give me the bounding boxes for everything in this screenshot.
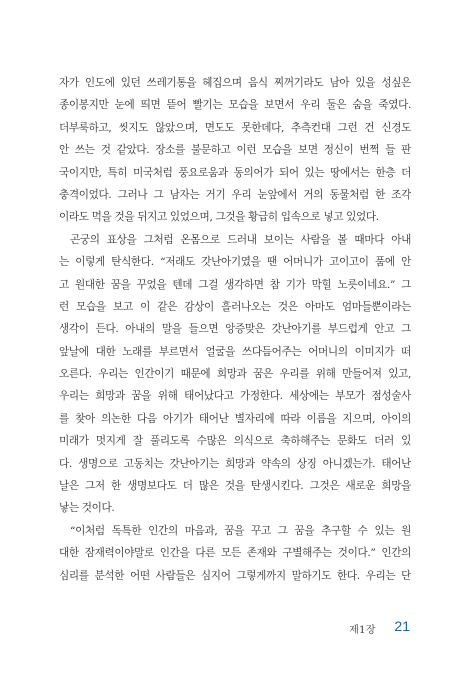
text-line: 더부룩하고, 씻지도 않았으며, 면도도 못한데다, 추측컨대 그런 건 신경도 — [59, 121, 411, 134]
text-line: 생각이 든다. 아내의 말을 들으면 앙증맞은 갓난아기를 부드럽게 안고 그 — [59, 323, 411, 336]
text-line: 미래가 멋지게 잘 풀리도록 수많은 의식으로 축하해주는 문화도 더러 있 — [59, 435, 411, 448]
body-text — [59, 72, 411, 587]
text-line: 런 모습을 보고 이 같은 감상이 흘러나오는 것은 아마도 엄마들뿐이라는 — [59, 300, 411, 313]
text-line: “이처럼 독특한 인간의 마음과, 꿈을 꾸고 그 꿈을 추구할 수 있는 원 — [70, 524, 411, 537]
paragraph — [59, 229, 411, 520]
text-line: 이라도 먹을 것을 뒤지고 있었으며, 그것을 황급히 입속으로 넣고 있었다. — [59, 211, 379, 224]
text-line: 우리는 희망과 꿈을 위해 태어났다고 가정한다. 세상에는 부모가 점성술사 — [59, 390, 411, 403]
text-line: 낳는 것이다. — [59, 502, 115, 515]
page-footer — [0, 619, 470, 639]
page-number: 21 — [394, 618, 410, 634]
text-line: 다. 생명으로 고동치는 갓난아기는 희망과 약속의 상징 아니겠는가. 태어난 — [59, 457, 411, 470]
text-line: 앞날에 대한 노래를 부르면서 얼굴을 쓰다듬어주는 어머니의 이미지가 떠 — [59, 345, 411, 358]
text-line: 를 찾아 의논한 다음 아기가 태어난 별자리에 따라 이름을 지으며, 아이의 — [59, 412, 411, 425]
text-line: 국이지만, 특히 미국처럼 풍요로움과 동의어가 되어 있는 땅에서는 한층 더 — [59, 166, 411, 179]
text-line: 대한 잠재력이야말로 인간을 다른 모든 존재와 구별해주는 것이다.” 인간의 — [59, 547, 411, 560]
text-line: 고 원대한 꿈을 꾸었을 텐데 그걸 생각하면 참 기가 막힐 노릇이네요.” 그 — [59, 278, 411, 291]
text-line: 오른다. 우리는 인간이기 때문에 희망과 꿈은 우리를 위해 만들어져 있고, — [59, 368, 411, 381]
text-line: 자가 인도에 있던 쓰레기통을 헤집으며 음식 찌꺼기라도 남아 있을 성싶은 — [59, 77, 411, 89]
paragraph — [59, 520, 411, 587]
text-line: 안 쓰는 것 같았다. 장소를 불문하고 이런 모습을 보면 정신이 번쩍 들 판 — [59, 144, 411, 157]
text-line: 종이봉지만 눈에 띄면 뜯어 빨기는 모습을 보면서 우리 둘은 숨을 죽였다. — [59, 99, 411, 112]
text-line: 심리를 분석한 어떤 사람들은 심지어 그렇게까지 말하기도 한다. 우리는 단 — [59, 569, 411, 582]
text-line: 곤궁의 표상을 그처럼 온몸으로 드러내 보이는 사람을 볼 때마다 아내 — [70, 233, 411, 246]
chapter-label: 제1장 — [349, 625, 376, 636]
paragraph — [59, 72, 411, 229]
text-line: 날은 그저 한 생명보다도 더 많은 것을 탄생시킨다. 그것은 새로운 희망을 — [59, 480, 411, 493]
text-line: 충격이었다. 그러나 그 남자는 거기 우리 눈앞에서 거의 동물처럼 한 조각 — [59, 188, 411, 201]
text-line: 는 이렇게 탄식한다. “저래도 갓난아기였을 땐 어머니가 고이고이 품에 안 — [59, 256, 411, 269]
